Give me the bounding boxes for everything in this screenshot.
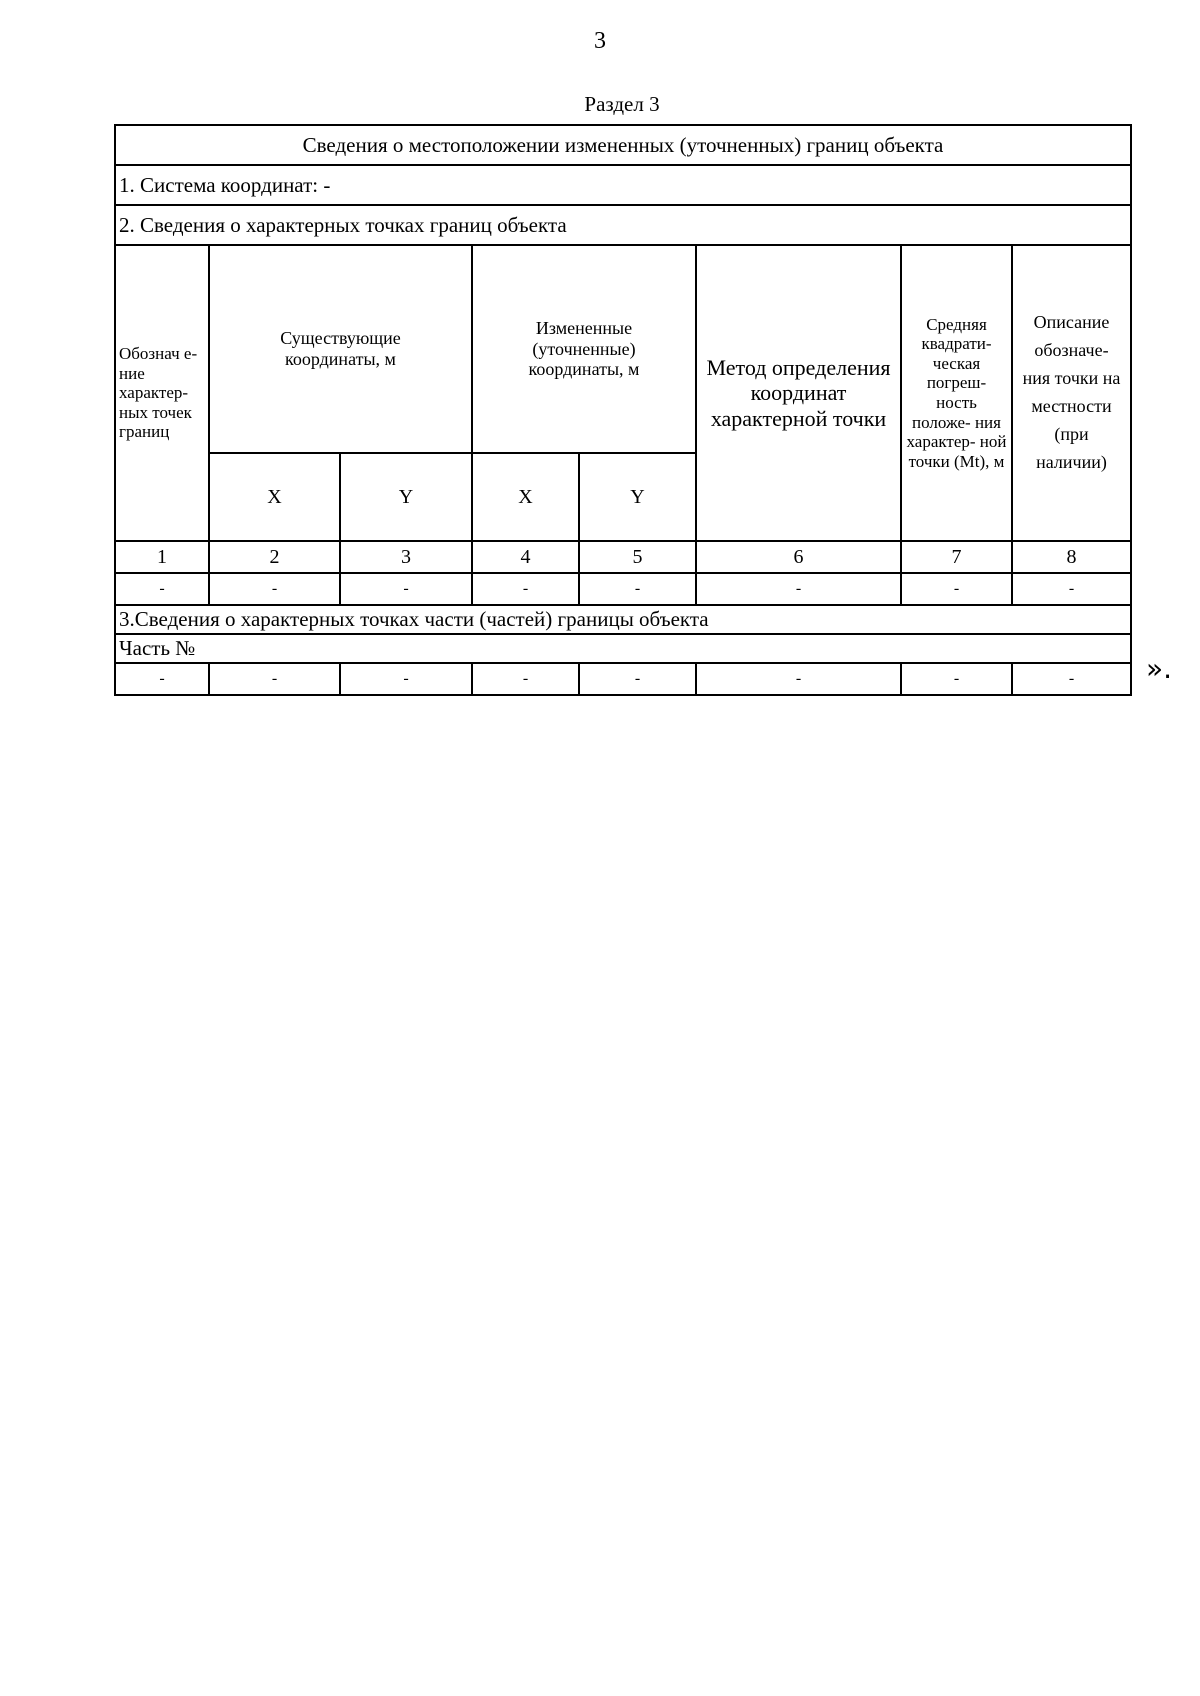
header-mean-error: Средняя квадрати- ческая погреш- ность положе- ния характер- ной точки (Mt), м [901,245,1012,541]
header-method: Метод определения координат характерной точки [696,245,901,541]
table-cell: - [115,573,209,605]
table-cell: - [115,663,209,695]
table-cell: - [340,573,472,605]
parts-heading: 3.Сведения о характерных точках части (частей) границы объекта [115,605,1131,634]
column-number: 1 [115,541,209,573]
header-description-text: Описание обозначе- ния точки на местности (при наличии) [1022,312,1121,472]
header-existing-coords [209,245,472,453]
table-cell: - [696,663,901,695]
points-heading: 2. Сведения о характерных точках границ объекта [115,205,1131,245]
header-changed-y: Y [579,453,696,541]
table-cell: - [472,573,579,605]
header-changed-x: X [472,453,579,541]
header-designation: Обознач е-ние характер- ных точек границ [115,245,209,541]
header-existing-y: Y [340,453,472,541]
table-title: Сведения о местоположении измененных (уточненных) границ объекта [115,125,1131,165]
coord-system: 1. Система координат: - [115,165,1131,205]
column-number: 2 [209,541,340,573]
table-cell: - [209,663,340,695]
table-cell: - [579,663,696,695]
closing-quote-mark: ». [1146,652,1173,685]
section-title: Раздел 3 [584,92,660,116]
table-cell: - [901,663,1012,695]
column-number: 6 [696,541,901,573]
table-cell: - [1012,663,1131,695]
column-number: 3 [340,541,472,573]
page-number: 3 [594,28,606,54]
header-existing-coords-text: Существующие координаты, м [280,328,401,369]
header-changed-coords-text: Измененные (уточненные) координаты, м [528,317,640,380]
header-changed-coords [472,245,696,453]
column-number: 5 [579,541,696,573]
part-label: Часть № [115,634,1131,663]
column-number: 4 [472,541,579,573]
column-number-row [115,541,1131,573]
table-cell: - [472,663,579,695]
table-row [115,573,1131,605]
column-number: 8 [1012,541,1131,573]
boundary-table [114,124,1132,696]
table-cell: - [209,573,340,605]
table-cell: - [579,573,696,605]
table-cell: - [1012,573,1131,605]
column-number: 7 [901,541,1012,573]
table-cell: - [696,573,901,605]
table-cell: - [340,663,472,695]
header-existing-x: X [209,453,340,541]
header-description [1012,245,1131,541]
table-row [115,663,1131,695]
table-cell: - [901,573,1012,605]
